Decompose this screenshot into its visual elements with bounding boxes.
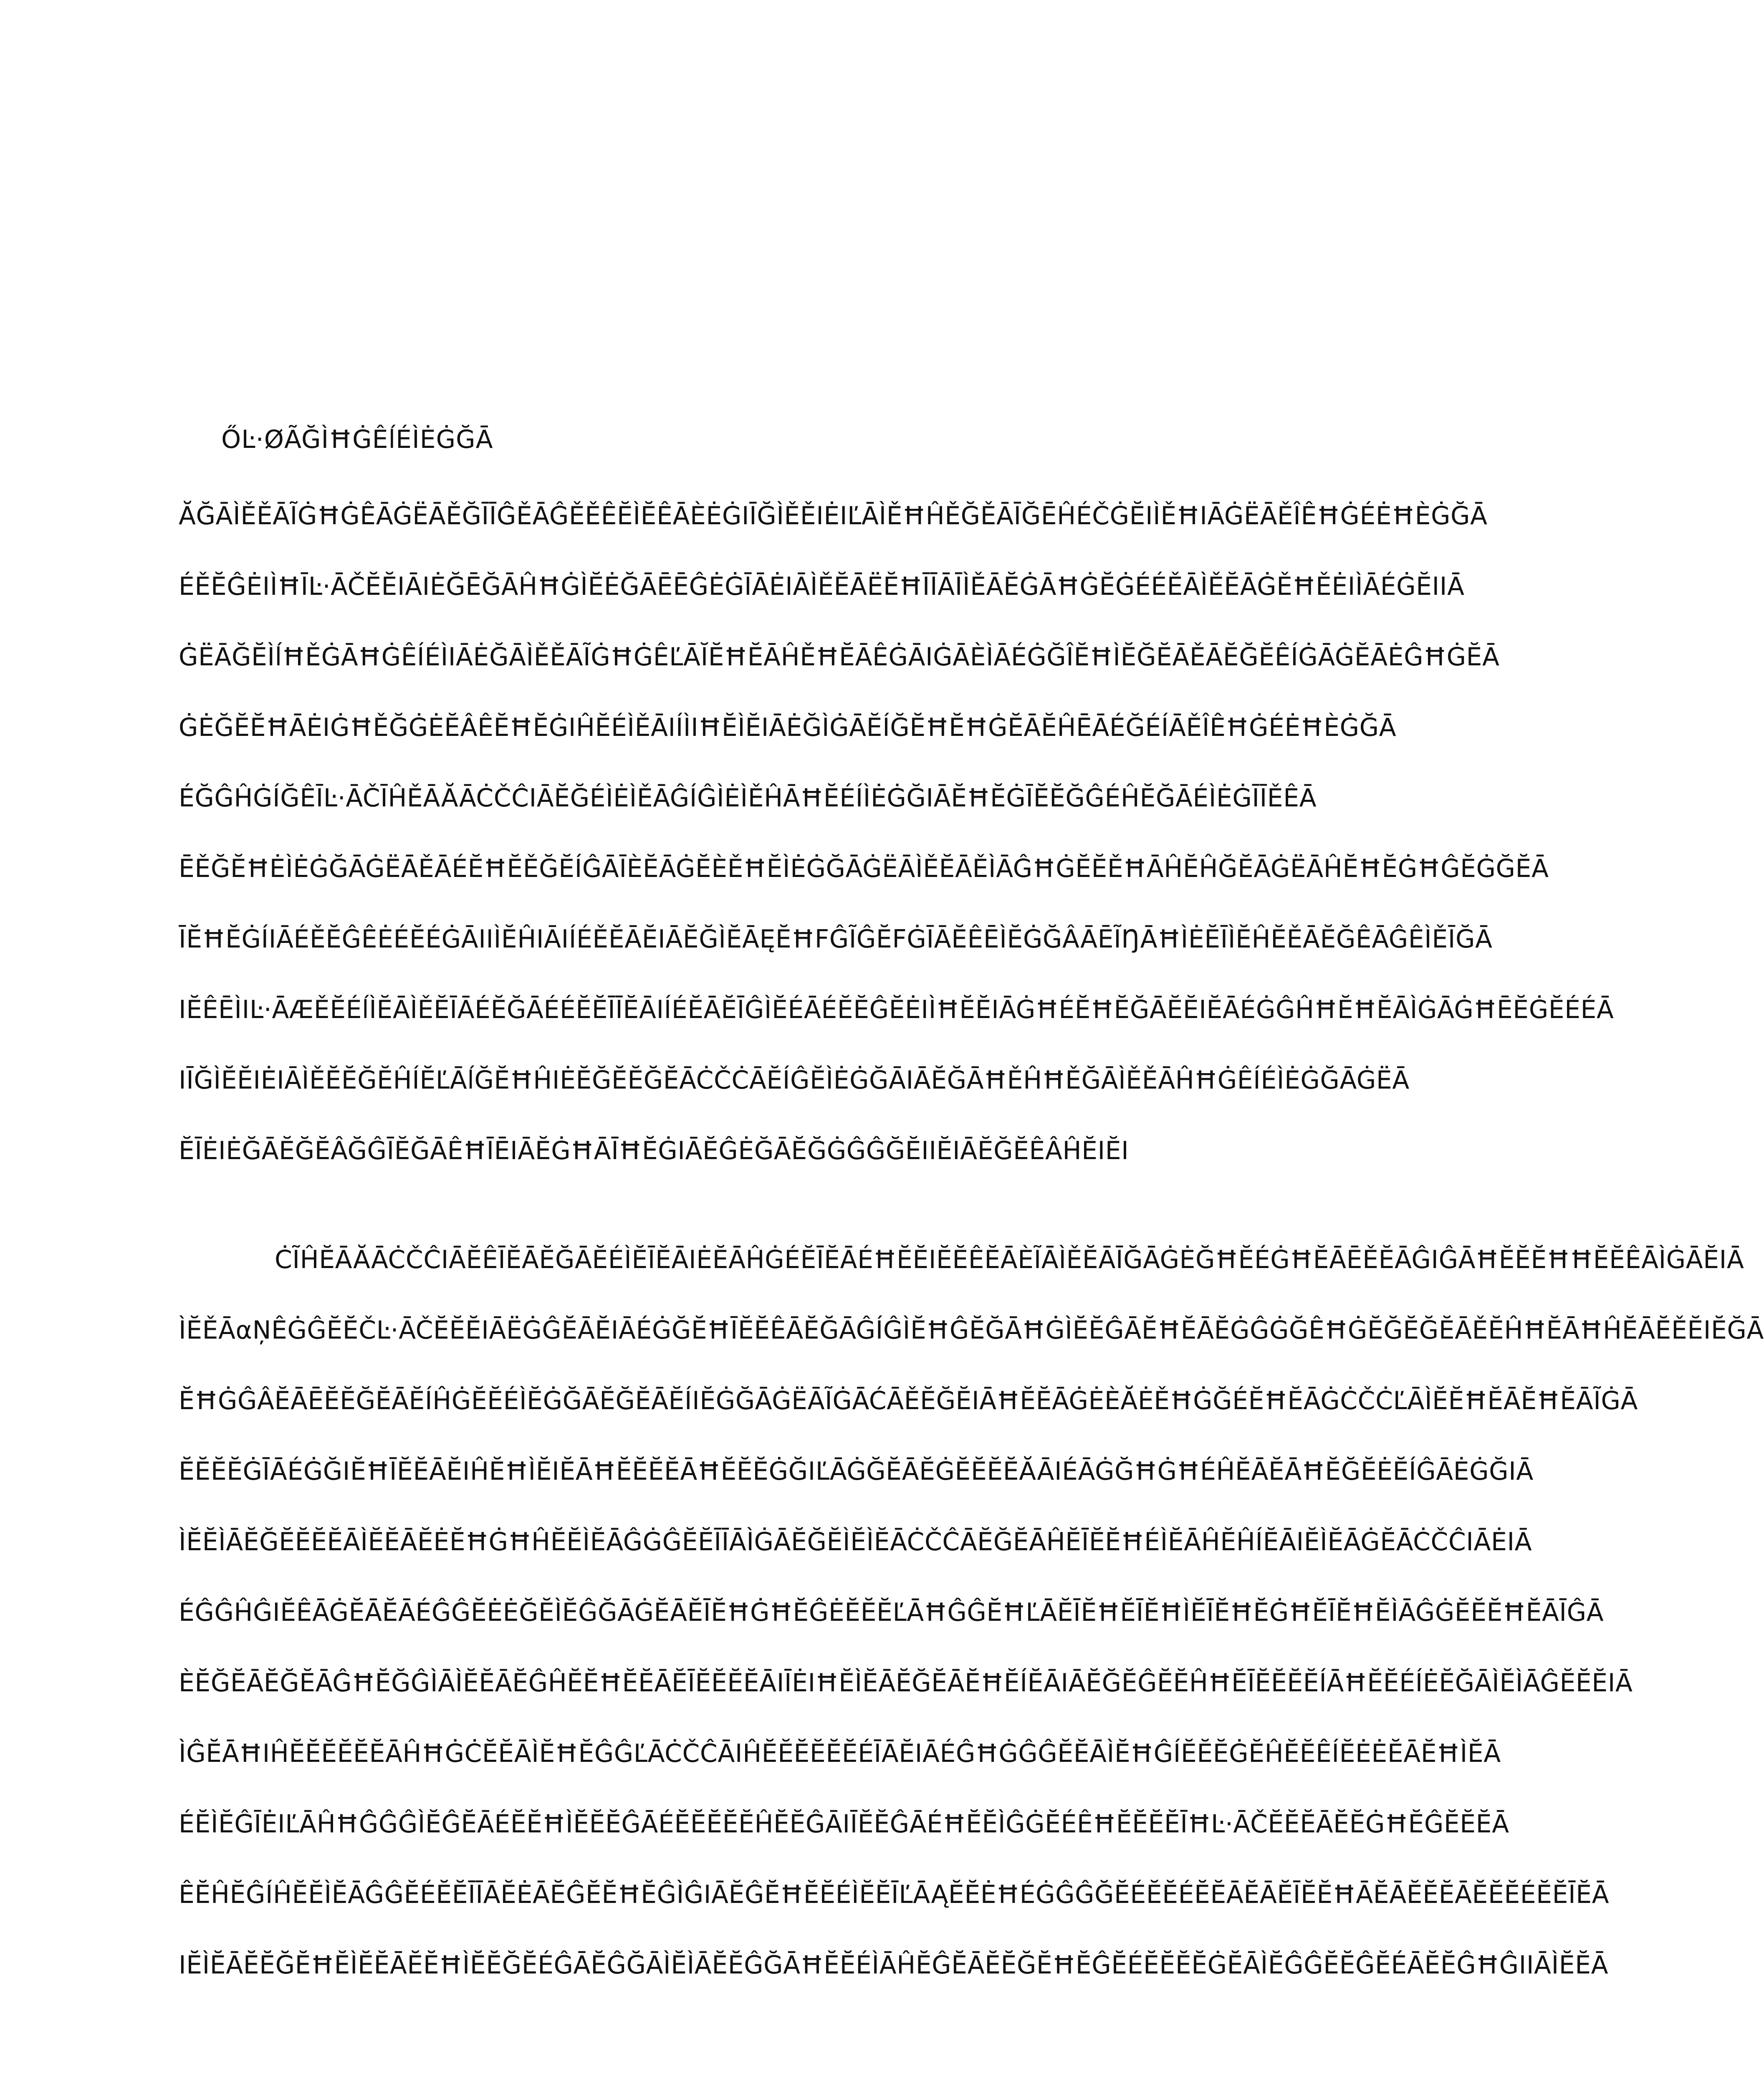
text-line: IĪĞÌĔĔIĖIĀÌĚĔĔĞĔĤÍĔĽĀĺĞĔĦĤIĖĔĞĔĔĞĔĀĊČĊĀĔÍĜĔÌĖĠĞĀIĀĔĞĀĦĚĤĦĚĞĀÌĚĚĀĤĦĠÊÍÉÌĖĠĞĀĠËĀ (179, 1066, 1410, 1095)
text-line: ÌĔĔÌĀĔĞĔĔĔĔĀÌĔĔĀĔĖĔĦĠĦĤĔĔÌĔĀĜĠĜĔĔĪĪĀÌĠĀĔĞĔÌĔÌĔĀĊČĈĀĔĞĔĀĤĔĪĔĔĦÉÌĔĀĤĔĤÍĔĀIĔÌĔĀĠĔĀĊČĈIĀĖIĀ (179, 1527, 1532, 1556)
text-line: ÊĔĤĔĜÍĤĔĔÌĔĀĜĜĔÉĔĔĪĪĀĔĖĀĔĜĔĔĦĔĜÌĜIĀĔĜĔĦĔĔÉÌĔĔĪĽĀĄĔĔĖĦÉĠĜĜĞĔÉĔĔÉĔĔĀĔĀĔĪĔĔĦĀĔĀĔĔĔĀĔĔĔÉĔĔĪĔĀ (179, 1880, 1610, 1909)
paragraph-2 (179, 1240, 1764, 2016)
text-line: ĔĦĠĜÂĔĀĒĔĔĞĔĀĔÍĤĠĔĔÉÌĔĠĞĀĔĞĔĀĔÍIĔĠĞĀĠËĀĨĠĀĆĀĚĔĞĔIĀĦĔĔĀĠĖÈĂĖĚĦĠĞÉĔĦĔĀĠĊČĊĽĀÌĔĔĦĔĀĔĦĔĀĨĠĀ (179, 1386, 1638, 1415)
text-line: ĔĔĔĔĠĪĀÉĠĞIĔĦĪĔĔĀĔIĤĔĦÌĔIĔĀĦĔĔĔĔĀĦĔĔĔĠĞIĽĀĠĞĔĀĔĠĔĔĔĔĂĀIÉĀĠĞĦĠĦÉĤĔĀĔĀĦĔĞĔĖĔÍĜĀĖĠĞIĀ (179, 1457, 1534, 1486)
text-line: ĔĪĖIĖĞĀĔĞĔÂĞĜĪĔĞĀÊĦĪĒIĀĔĠĦĀĪĦĔĠIĀĔĜĖĞĀĔĞĠĜĜĞĔIIĔIĀĔĞĔÊÂĤĔIĔI (179, 1136, 1129, 1165)
text-line: IĔÌĔĀĔĔĞĔĦĔÌĔĔĀĔĔĦÌĔĔĞĔÉĜĀĔĜĞĀÌĔÌĀĔĔĜĞĀĦĔĔÉÌĀĤĔĜĔĀĔĔĞĔĦĔĜĔÉĔĔĔĔĠĔĀÌĔĜĜĔĔĜĔÉĀĔĔĜĦĜIIĀÌĔĔĀ (179, 1951, 1609, 1980)
text-line: ÈĔĞĔĀĔĞĔĀĜĦĔĞĜÌĀÌĔĔĀĔĜĤĔĔĦĔĔĀĔĪĔĔĔĔĀIĪĖIĦĔÌĔĀĔĞĔĀĔĦĔÍĔĀIĀĔĞĔĜĔĔĤĦĔĪĔĔĔĔÍĀĦĔĔÉÍĖĔĞĀÌĔÌĀĜĔĔĔIĀ (179, 1668, 1633, 1698)
text-line: ĪĔĦĔĠÍIĀÉĚĔĜÊĖÉĔÉĠĀIIÌĔĤIĀIÍÉĚĔĀĔIĀĔĞÌĔĀĘĔĦFĜĨĜĔFĠĪĀĔÊĒÌĔĠĞÂĀĒĨŊĀĦÌĖĔĪÌĔĤĔĚĀĔĞÊĀĜÊÌĚĪĞĀ (179, 925, 1493, 954)
text-line: ÌĜĔĀĦIĤĔĔĔĔĔĔĀĤĦĠĊĔĔĀÌĔĦĔĜĜĽĀĊČĈĀIĤĔĔĔĔĔĔÉĪĀĔIĀÉĜĦĠĜĜĔĔĀÌĔĦĜÍĔĔĔĠĔĤĔĔÊÍĔĖĖĔĀĔĦÌĔĀ (179, 1739, 1501, 1768)
text-line: ÉĔÌĔĜĪĖIĽĀĤĦĜĜĜÌĔĜĔĀÉĔĔĦÌĔĔĔĜĀÉĔĔĔĔĔĤĔĔĜĀIĪĔĔĜĀÉĦĔĔÌĜĠĔÉÊĦĔĔĔĔĪĦĿ·ĀČĔĔĔĀĔĔĠĦĔĜĔĔĔĀ (179, 1809, 1509, 1839)
text-line: ÉĜĜĤĜIĔÊĀĠĔĀĔĀÉĜĜĔĖĖĞĔÌĔĜĞĀĠĔĀĔĪĔĦĠĦĔĜĖĔĔĔĽĀĦĜĜĔĦĽĀĔĪĔĦĔĪĔĦÌĔĪĔĦĔĠĦĔĪĔĦĔÌĀĜĠĔĔĔĦĔĀĪĜĀ (179, 1598, 1604, 1627)
text-line: ĠËĀĞĔÌĺĦĚĠĀĦĠÊÍÉÌIĀĖĞĀÌĚĚĀĨĠĦĠÊĽĀĬĔĦĔĀĤĚĦĔĀÊĠĀIĠĀÈÌĀÉĠĞÎĔĦÌĔĞĔĀĚĀĔĞĔÊÍĠĀĠĔĀĖĜĦĠĔĀ (179, 642, 1500, 672)
text-line: ÌĔĚĀαŅÊĠĜĔĔČĿ·ĀČĔĔĔIĀËĠĜĔĀĔIĀÉĠĞĔĦĪĔĔÊĀĔĞĀĜÍĜÌĔĦĜĔĞĀĦĠÌĔĔĜĀĔĦĔĀĔĠĜĠĞÊĦĠĔĞĔĞĔĀĚĔĤĦĔĀĦĤĔĀĔĚĔIĔĞĀ (179, 1316, 1764, 1345)
text-line: ĊĨĤĔĀĂĀĊČĈIĀĔÊĪĔĀĔĞĀĔÉÌĔĪĔĀIĖĔĀĤĠÉĔĪĔĀÉĦĔĔIĔĔÊĔĀÈĨĀÌĚĔĀĪĞĀĠĖĞĦĔÉĠĦĔĀĒĚĔĀĜIĜĀĦĔĔĔĦĦĔĔÊĀÌĠĀĔIĀ (275, 1245, 1744, 1274)
text-line: ĠĖĞĔĔĦĀĖIĠĦĚĞĠĖĔÂÊĔĦĔĠIĤĔÉÌĚĀIÍÌIĦĔÌĔIĀĖĞÌĠĀĔÍĞĔĦĔĦĠĔĀĔĤĒĀÉĞÉÍĀĚÎÊĦĠÉĖĦÈĠĞĀ (179, 713, 1397, 742)
text-line: IĔÊĒÌIĿ·ĀÆĚĔÉĺÌĔĀÌĚĔĪĀÉĔĞĀÉÉĔĔĪĪĔĀIÍÉĔĀĔĪĜÌĔÉĀÉĔĔĜĔĖIÌĦĔĔIĀĠĦÉĔĦĔĞĀĔĔIĔĀÉĠĜĤĦĔĦĔĀÌĠĀĠĦĒĔĠĔÉÉĀ (179, 995, 1614, 1024)
text-line: ÉĚĔĜĖIÌĦĪĿ·ĀČĔĔIĀIĖĞĒĞĀĤĦĠÌĔĖĞĀĒĒĜĖĠĪĀĖIĀÌĚĔĀËĔĦĪĪĀĪÌĚĀĔĠĀĦĠĔĠÉÉĚĀÌĚĔĀĠĚĦĚĖIÌĀÉĠĔIIĀ (179, 572, 1465, 601)
text-line: ĒĚĞĔĦĖÌĖĠĞĀĠËĀĚĀÉĔĦĔĚĞĔÍĜĀĪÈĔĀĠĔÈĚĦĔÌĖĠĞĀĠËĀÌĚĔĀĚÌĀĜĦĠĔĔĚĦĀĤĔĤĞĔĀĠËĀĤĔĦĔĠĦĜĔĠĞĔĀ (179, 854, 1549, 883)
paragraph-1 (179, 496, 1614, 1201)
text-line: ĂĞĀÌĚĚĀĨĠĦĠÊĀĠËĀĚĞĪĪĜĚĀĜĚĚÊĔÌĔÊĀÈĖĠIĪĞÌĚĚIĖIĽĀÌĚĦĤĚĞĚĀĪĞĒĤÉČĠĔIÌĚĦIĀĠËĀĚÎÊĦĠÉĖĦÈĠĞĀ (179, 501, 1488, 531)
text-line: ÉĞĜĤĠÍĞÊĪĿ·ĀČĪĤĚĀĂĀĊČĈIĀĔĞÉÌĖÌĚĀĜÍĜÌĖÌĚĤĀĦĔÉÍÌĖĠĞIĀĔĦĔĠĪĔĔĞĜÉĤĔĞĀÉÌĖĠĪĪĚÊĀ (179, 783, 1317, 813)
section-heading: ŐĿ·ØÃĞÌĦĠÊĺÉÌĖĠĞĀ (221, 425, 493, 454)
